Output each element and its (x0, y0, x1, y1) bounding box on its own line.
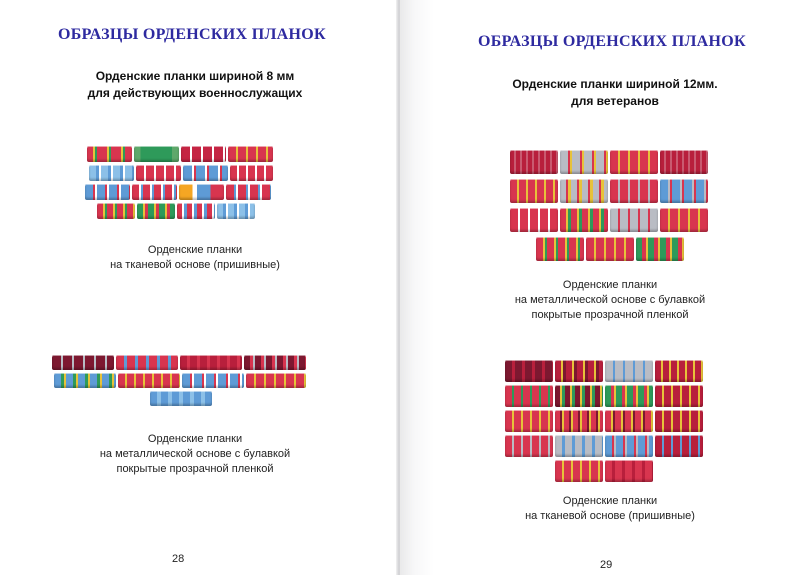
ribbon-bars-metal-12mm-image (510, 150, 720, 272)
page-number: 29 (600, 559, 613, 571)
caption-line: на металлической основе с булавкой (99, 448, 291, 460)
page-title: ОБРАЗЦЫ ОРДЕНСКИХ ПЛАНОК (478, 33, 746, 50)
ribbon-bars-fabric-12mm-image (505, 360, 720, 485)
subtitle-line: для ветеранов (571, 94, 659, 108)
caption-line: покрытые прозрачной пленкой (116, 463, 274, 475)
subtitle-line: Орденские планки шириной 12мм. (512, 77, 718, 91)
caption-line: покрытые прозрачной пленкой (531, 309, 689, 321)
caption-metal (485, 278, 735, 323)
right-page (400, 0, 800, 575)
caption-line: Орденские планки (562, 495, 658, 507)
page-title: ОБРАЗЦЫ ОРДЕНСКИХ ПЛАНОК (58, 26, 326, 43)
page-subtitle (480, 76, 750, 110)
page-subtitle (60, 68, 330, 102)
caption-line: на тканевой основе (пришивные) (110, 259, 280, 271)
caption-fabric (495, 494, 725, 524)
caption-line: на тканевой основе (пришивные) (525, 510, 695, 522)
caption-line: Орденские планки (562, 279, 658, 291)
caption-metal (70, 432, 320, 477)
caption-fabric (80, 243, 310, 273)
caption-line: Орденские планки (147, 433, 243, 445)
page-number: 28 (172, 553, 185, 565)
subtitle-line: Орденские планки шириной 8 мм (95, 69, 295, 83)
caption-line: на металлической основе с булавкой (514, 294, 706, 306)
subtitle-line: для действующих военнослужащих (87, 86, 303, 100)
ribbon-bars-metal-8mm-image (52, 355, 312, 417)
ribbon-bars-fabric-8mm-image (85, 146, 275, 226)
caption-line: Орденские планки (147, 244, 243, 256)
